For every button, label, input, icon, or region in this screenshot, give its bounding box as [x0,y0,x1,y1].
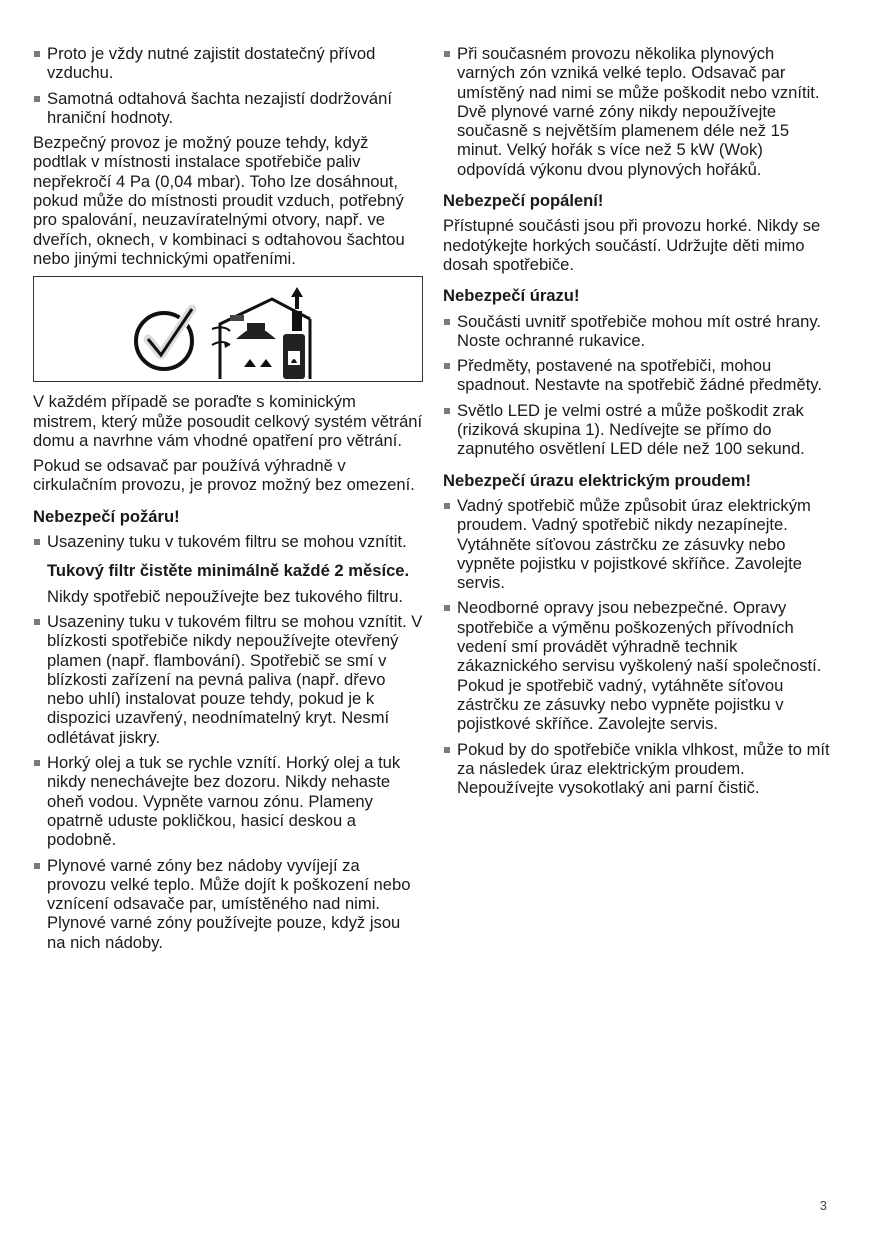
filter-cleaning-instruction: Tukový filtr čistěte minimálně každé 2 měsíce. [47,561,410,581]
left-column [33,44,423,958]
bullet-sharp-edges: Součásti uvnitř spotřebiče mohou mít ostré hrany. Noste ochranné rukavice. [443,312,835,351]
bullet-defective-appliance: Vadný spotřebič může způsobit úraz elektrickým proudem. Vadný spotřebič nikdy nezapínejte. Vytáhněte síťovou zástrčku ze zásuvky nebo vypněte pojistku v pojistkové skříňce. Zavolejte servis. [443,496,835,592]
paragraph-safe-operation: Bezpečný provoz je možný pouze tehdy, když podtlak v místnosti instalace spotřebiče paliv nepřekročí 4 Pa (0,04 mbar). Toho lze dosáhnout, pokud může do místnosti proudit vzduch, potřebný pro spalování, neuzavíratelnými otvory, např. ve dveřích, oknech, v kombinaci s odtahovou šachtou nebo jinými technickými opatřeními. [33,133,405,268]
right-column [443,44,835,803]
bullet-falling-objects: Předměty, postavené na spotřebiči, mohou spadnout. Nestavte na spotřebič žádné předměty. [443,356,835,395]
bullet-open-flame: Usazeniny tuku v tukovém filtru se mohou vznítit. V blízkosti spotřebiče nikdy nepoužívejte otevřený plamen (např. flambování). Spotřebič se smí v blízkosti zařízení na pevná paliva (např. dřevo nebo uhlí) instalovat pouze tehdy, pokud je k dispozici uzavřený, neodnímatelný kryt. Nesmí odlétávat jiskry. [33,612,423,747]
heading-burn-hazard: Nebezpečí popálení! [443,191,604,211]
paragraph-chimney-sweep: V každém případě se poraďte s kominickým mistrem, který může posoudit celkový systém větrání domu a navrhne vám vhodné opatření pro větrání. [33,392,423,450]
bullet-led-light: Světlo LED je velmi ostré a může poškodit zrak (riziková skupina 1). Nedívejte se přímo do zapnutého osvětlení LED déle než 100 sekund. [443,401,835,459]
bullet-moisture: Pokud by do spotřebiče vnikla vlhkost, může to mít za následek úraz elektrickým proudem. Nepoužívejte vysokotlaký ani parní čistič. [443,740,835,798]
paragraph-recirculation: Pokud se odsavač par používá výhradně v cirkulačním provozu, je provoz možný bez omezení. [33,456,415,495]
bullet-air-supply: Proto je vždy nutné zajistit dostatečný přívod vzduchu. [33,44,423,83]
paragraph-hot-parts: Přístupné součásti jsou při provozu horké. Nikdy se nedotýkejte horkých součástí. Udržujte děti mimo dosah spotřebiče. [443,216,821,274]
ventilation-illustration [33,276,423,382]
bullet-gas-zones: Plynové varné zóny bez nádoby vyvíjejí za provozu velké teplo. Může dojít k poškození nebo vznícení odsavače par, umístěného nad nimi. Plynové varné zóny používejte pouze, když jsou na nich nádoby. [33,856,423,952]
heading-fire-hazard: Nebezpečí požáru! [33,506,180,526]
checkmark-house-icon [132,279,322,379]
filter-note: Nikdy spotřebič nepoužívejte bez tukového filtru. [47,586,404,606]
bullet-improper-repairs: Neodborné opravy jsou nebezpečné. Opravy spotřebiče a výměnu poškozených přívodních vedení smí provádět výhradně technik zákaznického servisu vyškolený naší společností. Pokud je spotřebič vadný, vytáhněte síťovou zástrčku ze zásuvky nebo vypněte pojistku v pojistkové skříňce. Zavolejte servis. [443,598,835,733]
bullet-exhaust-shaft: Samotná odtahová šachta nezajistí dodržování hraniční hodnoty. [33,89,423,128]
bullet-hot-oil: Horký olej a tuk se rychle vznítí. Horký olej a tuk nikdy nenechávejte bez dozoru. Nikdy nehaste oheň vodou. Vypněte varnou zónu. Plameny opatrně uduste pokličkou, hasicí deskou a podobně. [33,753,423,849]
bullet-grease-filter: Usazeniny tuku v tukovém filtru se mohou vznítit. [33,532,423,551]
heading-injury-hazard: Nebezpečí úrazu! [443,286,580,306]
bullet-multiple-gas-zones: Při současném provozu několika plynových varných zón vzniká velké teplo. Odsavač par umístěný nad nimi se může poškodit nebo vznítit. Dvě plynové varné zóny nikdy nepoužívejte současně s největším plamenem déle než 15 minut. Velký hořák s více než 5 kW (Wok) odpovídá výkonu dvou plynových hořáků. [443,44,835,179]
heading-electric-shock: Nebezpečí úrazu elektrickým proudem! [443,470,752,490]
page-number: 3 [819,1198,827,1213]
